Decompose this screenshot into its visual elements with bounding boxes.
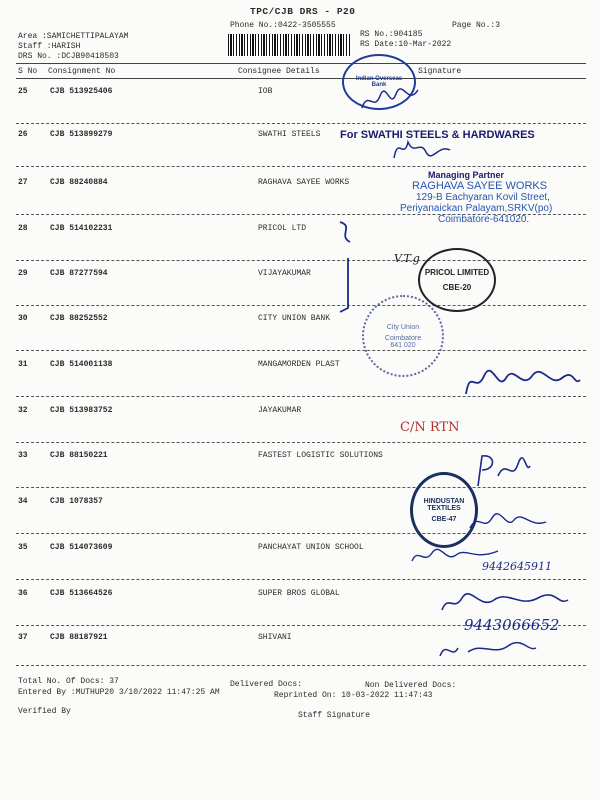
row-consignment: CJB 88252552 bbox=[50, 314, 108, 323]
handwritten-note: V.T.g bbox=[394, 252, 420, 265]
city-union-stamp bbox=[362, 295, 444, 377]
city-union-stamp-pin: 641 020 bbox=[390, 341, 416, 349]
rs-number: RS No.:904185 bbox=[360, 30, 423, 39]
page-number: Page No.:3 bbox=[452, 21, 501, 30]
row-consignment: CJB 513899279 bbox=[50, 130, 113, 139]
signature-fastest bbox=[472, 452, 532, 488]
header-divider bbox=[16, 63, 586, 64]
row-consignment: CJB 1078357 bbox=[50, 497, 103, 506]
staff-signature: Staff Signature bbox=[298, 711, 371, 720]
row-divider bbox=[16, 260, 586, 261]
row-consignee: PRICOL LTD bbox=[258, 224, 307, 233]
row-consignee: VIJAYAKUMAR bbox=[258, 269, 311, 278]
pricol-stamp-name: PRICOL LIMITED bbox=[424, 268, 490, 277]
signature-swathi bbox=[392, 134, 452, 162]
row-sno: 25 bbox=[18, 87, 28, 96]
row-consignee: MANGAMORDEN PLAST bbox=[258, 360, 340, 369]
area-label: Area :SAMICHETTIPALAYAM bbox=[18, 32, 129, 41]
table-row bbox=[0, 269, 600, 317]
phone-number: Phone No.:0422-3505555 bbox=[230, 21, 336, 30]
signature-iob bbox=[360, 86, 420, 116]
drs-number: DRS No. :DCJB90418503 bbox=[18, 52, 119, 61]
row-sno: 37 bbox=[18, 633, 28, 642]
row-consignee: SUPER BROS GLOBAL bbox=[258, 589, 340, 598]
swathi-stamp: For SWATHI STEELS & HARDWARES bbox=[340, 129, 535, 141]
row-consignee: IOB bbox=[258, 87, 273, 96]
col-consignment: Consignment No bbox=[48, 67, 116, 76]
row-consignment: CJB 88150221 bbox=[50, 451, 108, 460]
row-consignee: SHIVANI bbox=[258, 633, 292, 642]
row-consignee: CITY UNION BANK bbox=[258, 314, 331, 323]
signature-shivani bbox=[438, 638, 538, 662]
signature-hindustan bbox=[468, 510, 548, 534]
handwritten-return-note: C/N RTN bbox=[400, 420, 460, 435]
row-consignment: CJB 513925406 bbox=[50, 87, 113, 96]
entered-by: Entered By :MUTHUP20 3/10/2022 11:47:25 AM bbox=[18, 688, 220, 697]
row-sno: 36 bbox=[18, 589, 28, 598]
raghava-stamp-name: RAGHAVA SAYEE WORKS bbox=[412, 180, 548, 192]
col-consignee: Consignee Details bbox=[238, 67, 320, 76]
city-union-stamp-text: City Union bbox=[386, 323, 420, 331]
city-union-stamp-city: Coimbatore bbox=[384, 334, 422, 342]
barcode bbox=[228, 34, 350, 56]
table-row bbox=[0, 224, 600, 272]
managing-partner-label: Managing Partner bbox=[428, 170, 505, 180]
row-sno: 29 bbox=[18, 269, 28, 278]
row-divider bbox=[16, 166, 586, 167]
hindustan-stamp-code: CBE-47 bbox=[431, 515, 457, 523]
raghava-stamp-address: 129-B Eachyaran Kovil Street, bbox=[416, 192, 550, 203]
iob-stamp-text: Indian Overseas Bank bbox=[355, 76, 403, 88]
delivered-docs: Delivered Docs: bbox=[230, 680, 303, 689]
row-consignee: RAGHAVA SAYEE WORKS bbox=[258, 178, 350, 187]
reprinted-on: Reprinted On: 10-03-2022 11:47:43 bbox=[274, 691, 433, 700]
pricol-stamp-code: CBE-20 bbox=[442, 283, 472, 292]
pricol-stamp bbox=[418, 248, 496, 312]
verified-by: Verified By bbox=[18, 707, 71, 716]
row-consignee: JAYAKUMAR bbox=[258, 406, 302, 415]
raghava-stamp-address: Periyanaickan Palayam,SRKV(po) bbox=[400, 203, 553, 214]
row-consignment: CJB 88240884 bbox=[50, 178, 108, 187]
table-row bbox=[0, 406, 600, 454]
row-consignment: CJB 514073609 bbox=[50, 543, 113, 552]
handwritten-phone: 9443066652 bbox=[464, 616, 560, 634]
row-divider bbox=[16, 305, 586, 306]
staff-label: Staff :HARISH bbox=[18, 42, 81, 51]
signature-pricol bbox=[336, 218, 360, 318]
table-row bbox=[0, 314, 600, 362]
signature-super-bros bbox=[440, 590, 570, 616]
row-sno: 26 bbox=[18, 130, 28, 139]
row-sno: 34 bbox=[18, 497, 28, 506]
signature-panchayat bbox=[410, 545, 500, 569]
row-divider bbox=[16, 123, 586, 124]
row-consignment: CJB 87277594 bbox=[50, 269, 108, 278]
row-sno: 28 bbox=[18, 224, 28, 233]
row-consignment: CJB 88187921 bbox=[50, 633, 108, 642]
signature-mangamorden bbox=[462, 366, 582, 398]
row-sno: 30 bbox=[18, 314, 28, 323]
row-consignment: CJB 513983752 bbox=[50, 406, 113, 415]
total-docs: Total No. Of Docs: 37 bbox=[18, 677, 119, 686]
row-sno: 32 bbox=[18, 406, 28, 415]
row-consignment: CJB 513664526 bbox=[50, 589, 113, 598]
row-consignee: SWATHI STEELS bbox=[258, 130, 321, 139]
non-delivered-docs: Non Delivered Docs: bbox=[365, 681, 457, 690]
row-consignee: PANCHAYAT UNION SCHOOL bbox=[258, 543, 364, 552]
row-sno: 35 bbox=[18, 543, 28, 552]
row-sno: 27 bbox=[18, 178, 28, 187]
col-signature: Signature bbox=[418, 67, 462, 76]
row-consignment: CJB 514001138 bbox=[50, 360, 113, 369]
row-divider bbox=[16, 350, 586, 351]
row-sno: 33 bbox=[18, 451, 28, 460]
row-consignee: FASTEST LOGISTIC SOLUTIONS bbox=[258, 451, 383, 460]
footer-divider bbox=[16, 665, 586, 666]
report-title: TPC/CJB DRS - P20 bbox=[250, 6, 356, 17]
rs-date: RS Date:10-Mar-2022 bbox=[360, 40, 452, 49]
hindustan-stamp-name: HINDUSTAN TEXTILES bbox=[423, 497, 465, 512]
row-consignment: CJB 514102231 bbox=[50, 224, 113, 233]
table-row bbox=[0, 87, 600, 135]
raghava-stamp-address: Coimbatore-641020. bbox=[438, 214, 530, 225]
col-sno: S No bbox=[18, 67, 38, 76]
row-sno: 31 bbox=[18, 360, 28, 369]
column-divider bbox=[16, 78, 586, 79]
handwritten-phone: 9442645911 bbox=[482, 560, 552, 573]
row-divider bbox=[16, 579, 586, 580]
row-divider bbox=[16, 442, 586, 443]
